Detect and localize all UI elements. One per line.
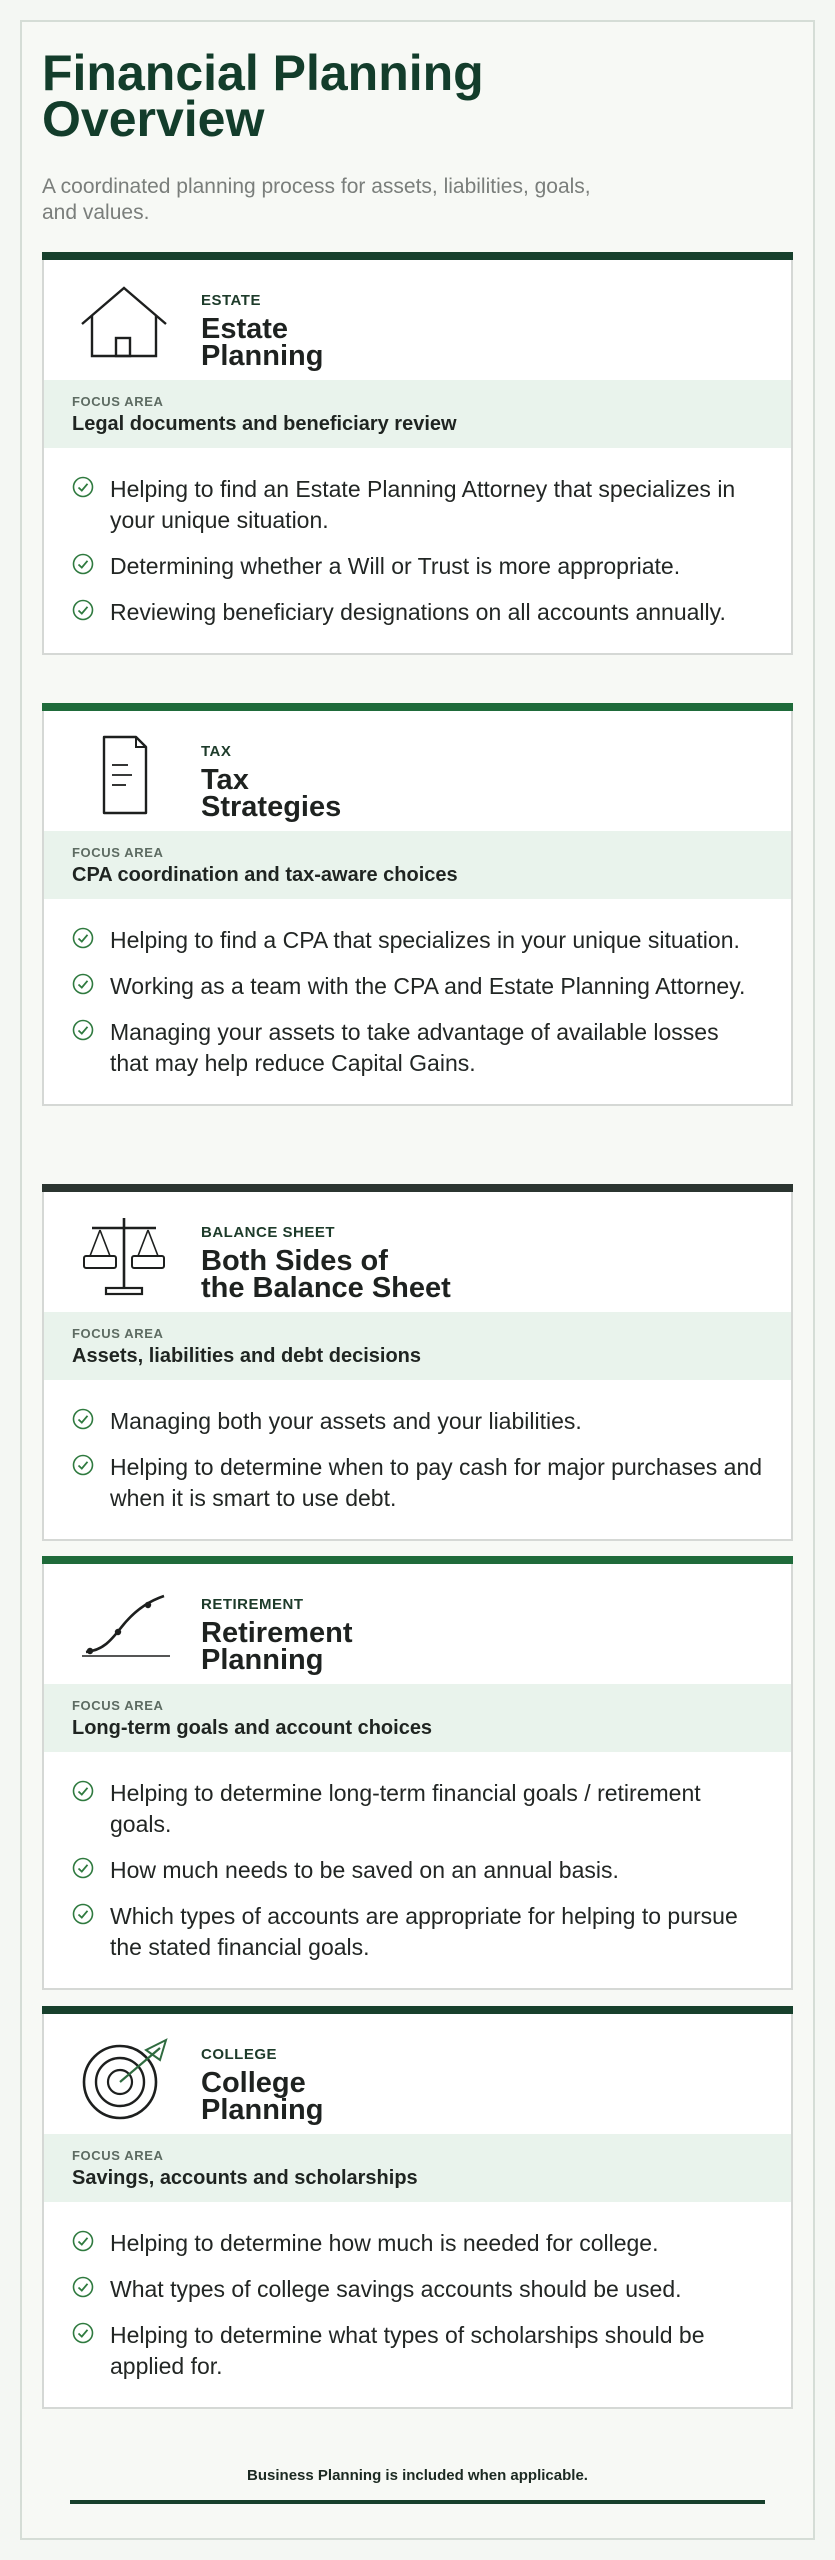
- list-item: [72, 2274, 763, 2305]
- item-list: [44, 448, 791, 653]
- item-list: [44, 1752, 791, 1988]
- focus-area: [44, 1312, 791, 1380]
- check-circle-icon: [72, 973, 94, 995]
- list-item-text: Determining whether a Will or Trust is more appropriate.: [110, 553, 681, 579]
- section-tax: [42, 703, 793, 1106]
- section-title: College Planning: [201, 2067, 324, 2126]
- page-title: Financial Planning Overview: [42, 45, 484, 147]
- section-top-bar: [42, 252, 793, 260]
- check-circle-icon: [72, 1903, 94, 1925]
- check-circle-icon: [72, 2322, 94, 2344]
- footer-divider: [70, 2500, 765, 2504]
- list-item: [72, 1452, 763, 1514]
- section-head: [44, 711, 791, 831]
- section-title: Estate Planning: [201, 313, 324, 372]
- list-item-text: What types of college savings accounts should be used.: [110, 2276, 682, 2302]
- item-list: [44, 2202, 791, 2407]
- list-item-text: Managing both your assets and your liabilities.: [110, 1408, 582, 1434]
- section-estate: [42, 252, 793, 655]
- focus-text: CPA coordination and tax-aware choices: [72, 864, 458, 886]
- section-head: [44, 2014, 791, 2134]
- check-circle-icon: [72, 1019, 94, 1041]
- list-item: [72, 1855, 763, 1886]
- section-retirement: [42, 1556, 793, 1990]
- list-item: [72, 597, 763, 628]
- growth-curve-icon: [74, 1578, 174, 1678]
- check-circle-icon: [72, 1780, 94, 1802]
- section-category: TAX: [201, 743, 232, 760]
- section-title: Retirement Planning: [201, 1617, 353, 1676]
- focus-area: [44, 380, 791, 448]
- check-circle-icon: [72, 599, 94, 621]
- list-item: [72, 971, 763, 1002]
- page-header: [42, 45, 742, 226]
- section-head: [44, 1564, 791, 1684]
- check-circle-icon: [72, 553, 94, 575]
- focus-label: FOCUS AREA: [72, 845, 164, 860]
- list-item-text: Helping to determine when to pay cash for major purchases and when it is smart to use debt.: [110, 1454, 763, 1511]
- list-item-text: Working as a team with the CPA and Estate Planning Attorney.: [110, 973, 746, 999]
- list-item-text: Managing your assets to take advantage of available losses that may help reduce Capital Gains.: [110, 1019, 719, 1076]
- list-item-text: Helping to find an Estate Planning Attorney that specializes in your unique situation.: [110, 476, 736, 533]
- list-item-text: Helping to determine how much is needed for college.: [110, 2230, 659, 2256]
- focus-text: Long-term goals and account choices: [72, 1717, 433, 1739]
- focus-label: FOCUS AREA: [72, 1326, 164, 1341]
- check-circle-icon: [72, 2276, 94, 2298]
- item-list: [44, 1380, 791, 1539]
- list-item: [72, 551, 763, 582]
- section-category: RETIREMENT: [201, 1596, 304, 1613]
- section-top-bar: [42, 1556, 793, 1564]
- scales-icon: [74, 1206, 174, 1306]
- list-item-text: How much needs to be saved on an annual basis.: [110, 1857, 619, 1883]
- focus-text: Legal documents and beneficiary review: [72, 413, 457, 435]
- section-head: [44, 260, 791, 380]
- section-top-bar: [42, 1184, 793, 1192]
- section-top-bar: [42, 703, 793, 711]
- focus-area: [44, 831, 791, 899]
- list-item: [72, 474, 763, 536]
- focus-area: [44, 2134, 791, 2202]
- focus-text: Assets, liabilities and debt decisions: [72, 1345, 421, 1367]
- section-head: [44, 1192, 791, 1312]
- section-college: [42, 2006, 793, 2409]
- list-item: [72, 925, 763, 956]
- section-top-bar: [42, 2006, 793, 2014]
- list-item-text: Helping to find a CPA that specializes in your unique situation.: [110, 927, 740, 953]
- focus-area: [44, 1684, 791, 1752]
- check-circle-icon: [72, 1857, 94, 1879]
- document-icon: [74, 725, 174, 825]
- focus-text: Savings, accounts and scholarships: [72, 2167, 418, 2189]
- list-item: [72, 1406, 763, 1437]
- list-item: [72, 2320, 763, 2382]
- section-balance-sheet: [42, 1184, 793, 1541]
- check-circle-icon: [72, 927, 94, 949]
- section-category: BALANCE SHEET: [201, 1224, 336, 1241]
- section-title: Tax Strategies: [201, 764, 342, 823]
- focus-label: FOCUS AREA: [72, 2148, 164, 2163]
- footer-note: Business Planning is included when applicable.: [247, 2467, 588, 2484]
- list-item: [72, 1778, 763, 1840]
- check-circle-icon: [72, 1454, 94, 1476]
- focus-label: FOCUS AREA: [72, 1698, 164, 1713]
- house-icon: [74, 274, 174, 374]
- section-category: ESTATE: [201, 292, 261, 309]
- list-item: [72, 1017, 763, 1079]
- check-circle-icon: [72, 1408, 94, 1430]
- list-item: [72, 1901, 763, 1963]
- list-item-text: Which types of accounts are appropriate for helping to pursue the stated financial goals.: [110, 1903, 738, 1960]
- section-title: Both Sides of the Balance Sheet: [201, 1245, 451, 1304]
- list-item-text: Helping to determine long-term financial goals / retirement goals.: [110, 1780, 701, 1837]
- item-list: [44, 899, 791, 1104]
- list-item-text: Helping to determine what types of scholarships should be applied for.: [110, 2322, 705, 2379]
- check-circle-icon: [72, 2230, 94, 2252]
- check-circle-icon: [72, 476, 94, 498]
- list-item-text: Reviewing beneficiary designations on all accounts annually.: [110, 599, 726, 625]
- page-subtitle: A coordinated planning process for assets, liabilities, goals, and values.: [42, 175, 591, 224]
- focus-label: FOCUS AREA: [72, 394, 164, 409]
- section-category: COLLEGE: [201, 2046, 278, 2063]
- list-item: [72, 2228, 763, 2259]
- target-icon: [74, 2028, 174, 2128]
